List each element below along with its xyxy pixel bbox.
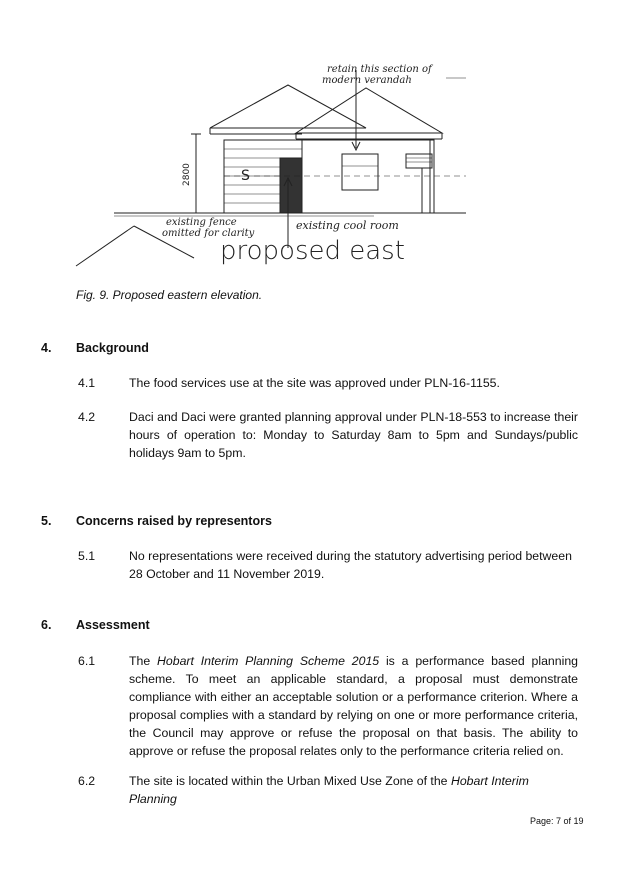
paragraph-text: The food services use at the site was approved under PLN-16-1155. — [129, 376, 500, 390]
elevation-drawing — [74, 48, 474, 286]
window — [342, 154, 378, 190]
section-number: 6. — [41, 618, 52, 632]
paragraph-text: Daci and Daci were granted planning approval under PLN-18-553 to increase their hours of operation to: Monday to Saturday 8am to 5pm and Sundays/public holidays 9am to 5pm. — [129, 410, 578, 460]
paragraph-4-2 — [78, 408, 578, 462]
drawing-title: proposed east — [220, 236, 405, 266]
retain-note-line1: retain this section of — [327, 64, 432, 75]
figure-caption: Fig. 9. Proposed eastern elevation. — [76, 288, 263, 302]
right-wall — [302, 140, 434, 213]
right-roof — [296, 88, 442, 133]
paragraph-number: 6.1 — [78, 654, 96, 668]
paragraph-number: 5.1 — [78, 549, 96, 563]
dimension-label: 2800 — [182, 163, 192, 186]
paragraph-text: The Hobart Interim Planning Scheme 2015 is a performance based planning scheme. To meet an applicable standard, a proposal must demonstrate compliance with either an acceptable solution or a performance criterion. Where a proposal complies with a standard by relying on one or more performance criteria, the Council may approve or refuse the proposal on that basis. The ability to approve or refuse the proposal relates only to the performance criteria relied on. — [129, 654, 578, 758]
section-number: 4. — [41, 341, 52, 355]
section-title: Background — [76, 341, 149, 355]
section-4-heading — [41, 341, 149, 355]
paragraph-number: 4.2 — [78, 410, 96, 424]
left-roof — [210, 85, 366, 128]
paragraph-text: The site is located within the Urban Mixed Use Zone of the Hobart Interim Planning — [129, 774, 529, 806]
paragraph-6-2 — [78, 772, 578, 808]
scheme-name: Hobart Interim Planning — [129, 774, 529, 806]
paragraph-6-1 — [78, 652, 578, 760]
shaded-block — [280, 158, 302, 213]
fence-note-line2: omitted for clarity — [162, 228, 255, 239]
paragraph-number: 6.2 — [78, 774, 96, 788]
louvre — [406, 154, 432, 168]
section-5-heading — [41, 514, 272, 528]
section-6-heading — [41, 618, 150, 632]
scheme-name: Hobart Interim Planning Scheme 2015 — [157, 654, 380, 668]
paragraph-text: No representations were received during the statutory advertising period between 28 October and 11 November 2019. — [129, 549, 572, 581]
elevation-sketch — [74, 48, 474, 286]
paragraph-number: 4.1 — [78, 376, 96, 390]
cool-room-note: existing cool room — [296, 219, 399, 232]
page-number: Page: 7 of 19 — [530, 816, 584, 826]
fence-note-line1: existing fence — [166, 217, 237, 228]
section-title: Concerns raised by representors — [76, 514, 272, 528]
fence-line — [76, 226, 134, 266]
paragraph-4-1 — [78, 374, 578, 392]
paragraph-5-1 — [78, 547, 578, 583]
retain-note-line2: modern verandah — [322, 75, 412, 86]
section-title: Assessment — [76, 618, 150, 632]
section-number: 5. — [41, 514, 52, 528]
section-marker: S — [241, 168, 250, 184]
